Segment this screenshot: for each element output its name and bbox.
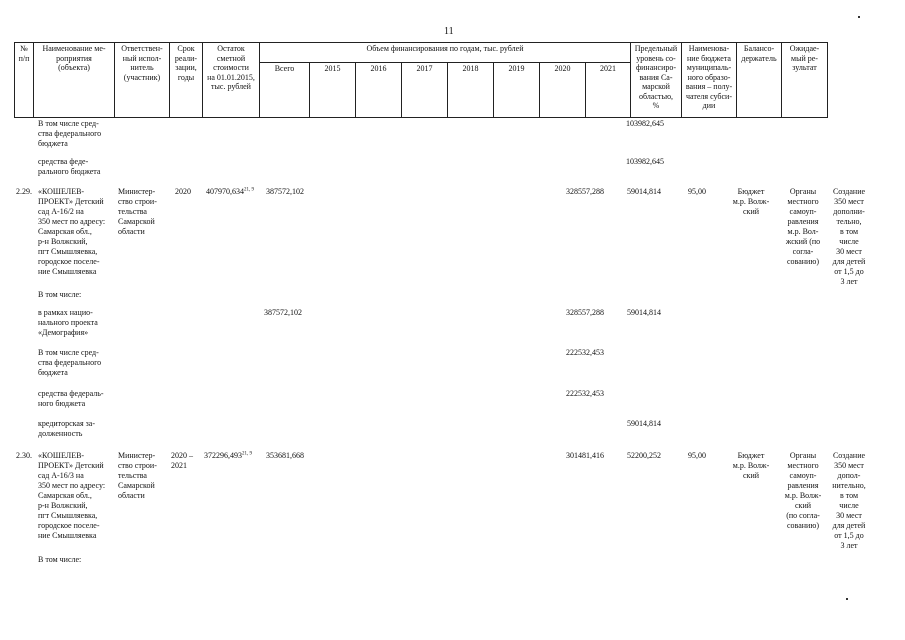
object-result: Создание 350 мест дополни- тельно, в том числе 30 мест для детей от 1,5 до 3 лет	[832, 187, 866, 286]
row-label-including: В том числе:	[38, 555, 82, 564]
row-label-federal: средства федераль- ного бюджета	[38, 389, 104, 408]
row-label-national-project: в рамках нацио- нального проекта «Демография»	[38, 308, 98, 337]
row-value-2021: 103982,645	[626, 119, 664, 128]
col-header-term: Срок реали- зации, годы	[170, 43, 203, 118]
object-name: «КОШЕЛЕВ- ПРОЕКТ» Детский сад А-16/2 на 350 мест по адресу: Самарская обл., р-н Волжский, пгт Смышляевка, городское поселе- ние Смышляевка	[38, 187, 106, 276]
row-label-federal-incl: В том числе сред- ства федерального бюджета	[38, 119, 102, 148]
col-header-total: Всего	[260, 63, 310, 118]
row-value-2020: 222532,453	[566, 348, 604, 357]
col-header-result: Ожидае- мый ре- зультат	[782, 43, 828, 118]
col-header-2021: 2021	[586, 63, 631, 118]
object-responsible: Министер- ство строи- тельства Самарской области	[118, 187, 157, 236]
object-term: 2020 – 2021	[171, 451, 193, 470]
object-cofin: 95,00	[688, 187, 706, 196]
col-header-2016: 2016	[356, 63, 402, 118]
object-total: 387572,102	[266, 187, 304, 196]
row-value-2020: 328557,288	[566, 308, 604, 317]
object-total: 353681,668	[266, 451, 304, 460]
col-header-name: Наименование ме- роприятия (объекта)	[34, 43, 115, 118]
col-header-funding: Объем финансирования по годам, тыс. рублей	[260, 43, 631, 63]
object-term: 2020	[175, 187, 191, 196]
object-cofin: 95,00	[688, 451, 706, 460]
object-remainder: 407970,634$^{21, 9}$	[206, 187, 254, 196]
col-header-2017: 2017	[402, 63, 448, 118]
page-number: 11	[444, 26, 454, 37]
object-number: 2.29.	[16, 187, 32, 196]
row-value-2021: 103982,645	[626, 157, 664, 166]
col-header-2019: 2019	[494, 63, 540, 118]
row-label-federal-incl: В том числе сред- ства федерального бюджета	[38, 348, 102, 377]
object-budget: Бюджет м.р. Волж- ский	[732, 187, 770, 216]
object-2021: 52200,252	[627, 451, 661, 460]
col-header-2018: 2018	[448, 63, 494, 118]
row-label-federal: средства феде- рального бюджета	[38, 157, 101, 176]
row-value-total: 387572,102	[264, 308, 302, 317]
object-2021: 59014,814	[627, 187, 661, 196]
object-2020: 301481,416	[566, 451, 604, 460]
object-responsible: Министер- ство строи- тельства Самарской области	[118, 451, 157, 500]
object-holder: Органы местного самоуп- равления м.р. Волж- ский (по согла- сованию)	[784, 451, 822, 530]
row-value-2021: 59014,814	[627, 419, 661, 428]
col-header-budget: Наименова- ние бюджета муниципаль- ного образо- вания – полу- чателя субси- дии	[682, 43, 737, 118]
col-header-2015: 2015	[310, 63, 356, 118]
object-budget: Бюджет м.р. Волж- ский	[732, 451, 770, 480]
object-remainder: 372296,493$^{21, 9}$	[204, 451, 252, 460]
object-number: 2.30.	[16, 451, 32, 460]
row-value-2021: 59014,814	[627, 308, 661, 317]
object-2020: 328557,288	[566, 187, 604, 196]
col-header-cofin: Предельный уровень со- финансиро- вания Са- марской областью, %	[631, 43, 682, 118]
object-name: «КОШЕЛЕВ- ПРОЕКТ» Детский сад А-16/3 на 350 мест по адресу: Самарская обл., р-н Волжский, пгт Смышляевка, городское поселе- ние Смышляевка	[38, 451, 106, 540]
row-label-creditor-debt: кредиторская за- долженность	[38, 419, 95, 438]
object-holder: Органы местного самоуп- равления м.р. Вол- жский (по согла- сованию)	[785, 187, 821, 266]
col-header-num: № п/п	[15, 43, 34, 118]
col-header-2020: 2020	[540, 63, 586, 118]
row-label-including: В том числе:	[38, 290, 82, 299]
col-header-holder: Балансо- держатель	[737, 43, 782, 118]
col-header-responsible: Ответствен- ный испол- нитель (участник)	[115, 43, 170, 118]
row-value-2020: 222532,453	[566, 389, 604, 398]
object-result: Создание 350 мест допол- нительно, в том числе 30 мест для детей от 1,5 до 3 лет	[832, 451, 866, 550]
col-header-remainder: Остаток сметной стоимости на 01.01.2015, тыс. рублей	[203, 43, 260, 118]
